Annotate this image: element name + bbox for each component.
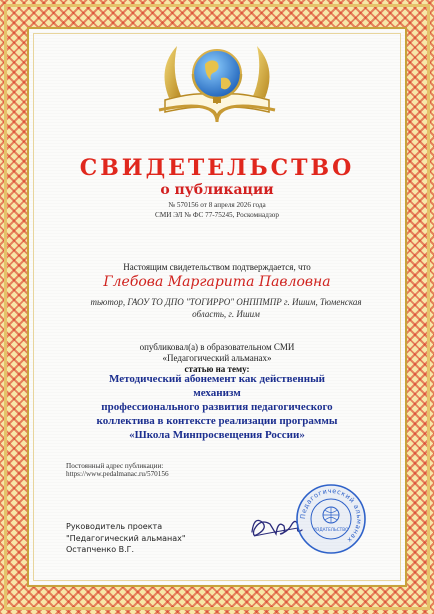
signatory-block bbox=[66, 521, 186, 556]
recipient-position-line1: тьютор, ГАОУ ТО ДПО "ТОГИРРО" ОНППМПР г. Ишим, Тюменская bbox=[90, 297, 362, 307]
stamp-center-text: ИЗДАТЕЛЬСТВО bbox=[313, 527, 349, 532]
signatory-name: Остапченко В.Г. bbox=[66, 545, 135, 554]
article-title-line1: Методический абонемент как действенный механизм bbox=[108, 373, 326, 399]
stamp-ring-text: Педагогический альманах bbox=[298, 486, 364, 545]
article-title bbox=[88, 372, 346, 442]
address-label: Постоянный адрес публикации: bbox=[66, 462, 164, 470]
certificate-subtitle: о публикации bbox=[160, 182, 274, 198]
recipient-name: Глебова Маргарита Павловна bbox=[103, 274, 331, 290]
article-title-line3: коллектива в контексте реализации программы bbox=[96, 415, 338, 427]
media-name: «Педагогический альманах» bbox=[162, 353, 272, 363]
recipient-position-line2: область, г. Ишим bbox=[192, 309, 260, 319]
article-title-line2: профессионального развития педагогического bbox=[101, 401, 333, 413]
certificate-title: СВИДЕТЕЛЬСТВО bbox=[79, 155, 355, 181]
globe-book-emblem-icon bbox=[147, 38, 287, 128]
confirm-text: Настоящим свидетельством подтверждается, что bbox=[123, 262, 311, 272]
topic-label: статью на тему: bbox=[184, 364, 250, 374]
article-title-line4: «Школа Минпросвещения России» bbox=[129, 429, 305, 441]
recipient-position bbox=[84, 296, 368, 320]
published-text: опубликовал(а) в образовательном СМИ bbox=[139, 342, 295, 352]
certificate-number: № 570156 от 8 апреля 2026 года bbox=[168, 201, 266, 209]
media-registration: СМИ ЭЛ № ФС 77-75245, Роскомнадзор bbox=[155, 211, 279, 219]
publication-url: https://www.pedalmanac.ru/570156 bbox=[66, 470, 169, 478]
signatory-role: Руководитель проекта bbox=[66, 522, 163, 531]
publisher-stamp-icon bbox=[295, 483, 367, 555]
signatory-project: "Педагогический альманах" bbox=[66, 533, 186, 543]
